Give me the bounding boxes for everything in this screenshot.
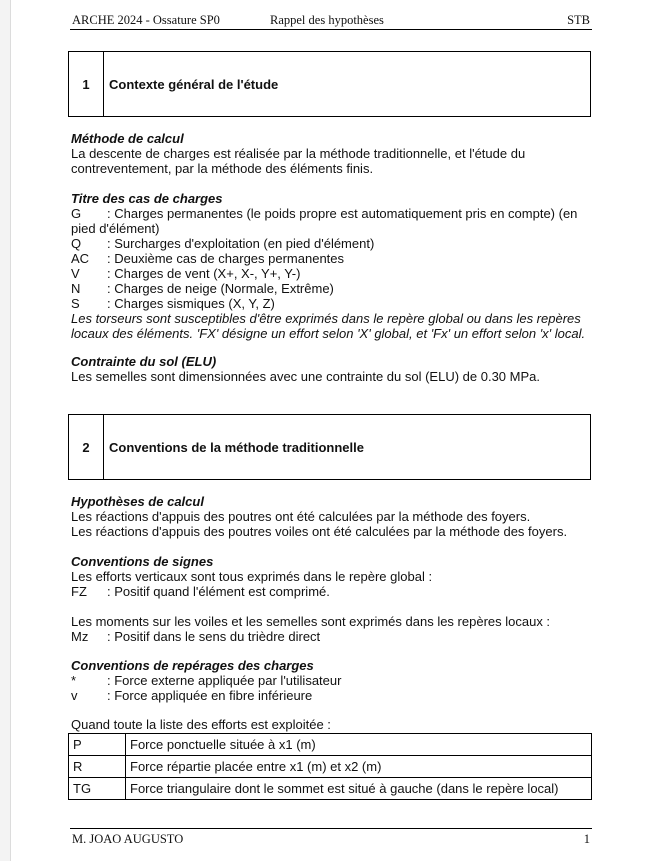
page-footer — [70, 828, 592, 849]
header-company: STB — [567, 13, 590, 27]
subheading: Conventions de signes — [71, 554, 214, 569]
contrainte-sol-block — [71, 354, 601, 384]
reperages-block — [71, 658, 601, 703]
list-item: FZ : Positif quand l'élément est comprimé. — [71, 584, 330, 599]
section-number: 2 — [69, 415, 104, 479]
cas-charges-block — [71, 191, 601, 341]
table-row — [69, 756, 592, 778]
list-item: V : Charges de vent (X+, X-, Y+, Y-) — [71, 266, 301, 281]
paragraph-line: Les efforts verticaux sont tous exprimés dans le repère global : — [71, 569, 433, 584]
paragraph-line: Les réactions d'appuis des poutres voiles ont été calculées par la méthode des foyers. — [71, 524, 568, 539]
table-cell-code: R — [69, 756, 126, 778]
list-item-continuation: pied d'élément) — [71, 221, 160, 236]
footer-page-number: 1 — [583, 832, 590, 846]
header-project: ARCHE 2024 - Ossature SP0 — [72, 13, 220, 27]
methode-calcul-block — [71, 131, 601, 176]
subheading: Conventions de repérages des charges — [71, 658, 314, 673]
list-item: G : Charges permanentes (le poids propre est automatiquement pris en compte) (en — [71, 206, 578, 221]
list-item: Q : Surcharges d'exploitation (en pied d'élément) — [71, 236, 375, 251]
list-item: AC : Deuxième cas de charges permanentes — [71, 251, 345, 266]
hypotheses-block — [71, 494, 601, 539]
section-1-heading — [68, 51, 591, 117]
efforts-intro: Quand toute la liste des efforts est exploitée : — [71, 717, 331, 732]
paragraph-line: Les moments sur les voiles et les semelles sont exprimés dans les repères locaux : — [71, 614, 551, 629]
list-item: Mz : Positif dans le sens du trièdre direct — [71, 629, 321, 644]
efforts-table — [68, 733, 592, 800]
table-cell-description: Force répartie placée entre x1 (m) et x2 (m) — [126, 756, 592, 778]
page-left-margin — [0, 0, 11, 861]
table-cell-code: P — [69, 734, 126, 756]
list-item: v : Force appliquée en fibre inférieure — [71, 688, 313, 703]
signes-block — [71, 554, 601, 644]
subheading: Contrainte du sol (ELU) — [71, 354, 217, 369]
table-cell-code: TG — [69, 778, 126, 800]
note: Les torseurs sont susceptibles d'être exprimés dans le repère global ou dans les repères locaux des éléments. 'FX' désigne un effort selon 'X' global, et 'Fx' un effort selon 'x' local. — [71, 311, 586, 341]
list-item: S : Charges sismiques (X, Y, Z) — [71, 296, 275, 311]
subheading: Hypothèses de calcul — [71, 494, 204, 509]
table-cell-description: Force triangulaire dont le sommet est situé à gauche (dans le repère local) — [126, 778, 592, 800]
list-item: N : Charges de neige (Normale, Extrême) — [71, 281, 334, 296]
subheading: Méthode de calcul — [71, 131, 184, 146]
footer-author: M. JOAO AUGUSTO — [72, 832, 184, 846]
section-title: Contexte général de l'étude — [109, 76, 279, 92]
table-row — [69, 778, 592, 800]
section-title: Conventions de la méthode traditionnelle — [109, 439, 364, 455]
table-row — [69, 734, 592, 756]
paragraph: Les semelles sont dimensionnées avec une contrainte du sol (ELU) de 0.30 MPa. — [71, 369, 540, 384]
page-header — [70, 12, 592, 30]
table-cell-description: Force ponctuelle située à x1 (m) — [126, 734, 592, 756]
paragraph: La descente de charges est réalisée par la méthode traditionnelle, et l'étude du contreventement, par la méthode des éléments finis. — [71, 146, 526, 176]
header-document-title: Rappel des hypothèses — [270, 13, 384, 27]
subheading: Titre des cas de charges — [71, 191, 223, 206]
list-item: * : Force externe appliquée par l'utilisateur — [71, 673, 342, 688]
section-number: 1 — [69, 52, 104, 116]
section-2-heading — [68, 414, 591, 480]
paragraph-line: Les réactions d'appuis des poutres ont été calculées par la méthode des foyers. — [71, 509, 531, 524]
